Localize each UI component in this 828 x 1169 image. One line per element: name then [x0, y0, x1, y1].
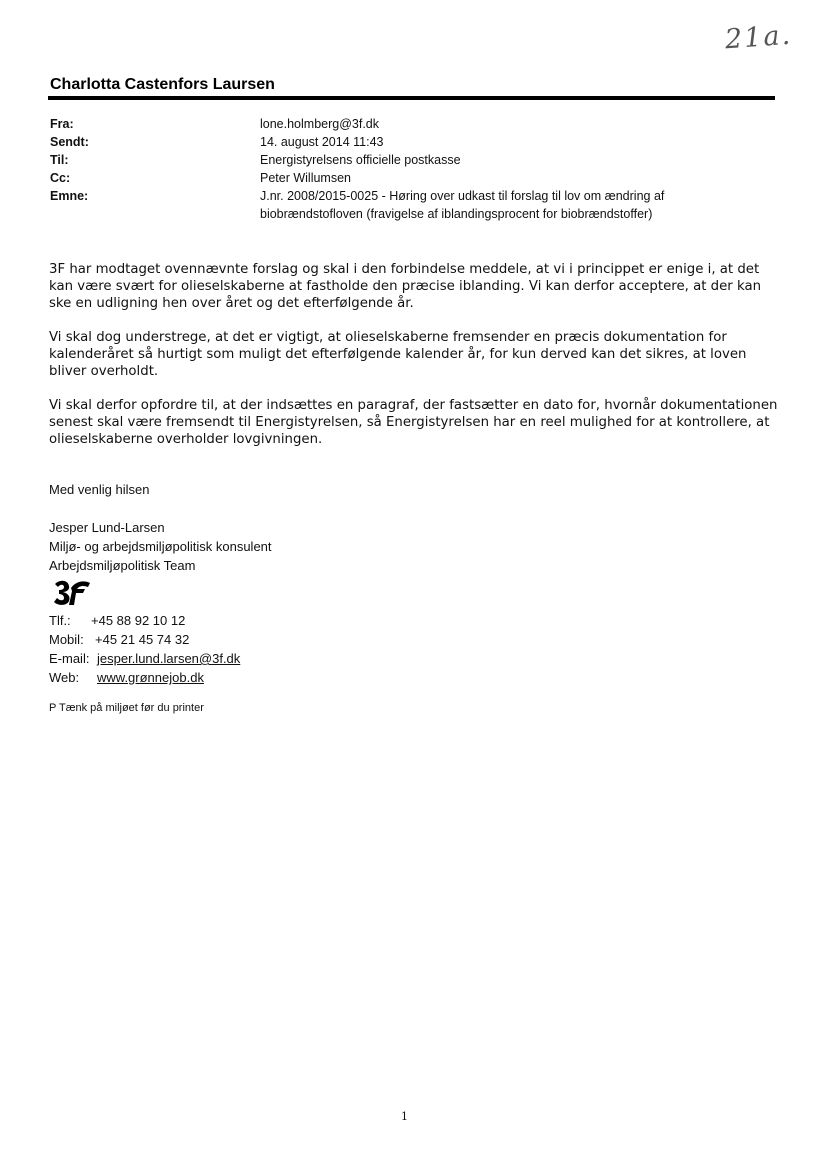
meta-subject-value: J.nr. 2008/2015-0025 - Høring over udkast til forslag til lov om ændring af biobrændstofloven (fravigelse af iblandingsprocent for biobrændstoffer)	[260, 189, 665, 221]
web-link[interactable]: www.grønnejob.dk	[97, 670, 204, 685]
meta-to-label: Til:	[50, 153, 69, 167]
meta-to-value: Energistyrelsens officielle postkasse	[260, 153, 461, 167]
meta-cc-value: Peter Willumsen	[260, 171, 351, 185]
signature-name: Jesper Lund-Larsen	[49, 520, 165, 535]
meta-from-row	[50, 115, 750, 133]
meta-sent-value: 14. august 2014 11:43	[260, 135, 384, 149]
mobile-value: +45 21 45 74 32	[95, 632, 190, 647]
email-label: E-mail:	[49, 651, 90, 666]
signature-block	[49, 518, 272, 575]
environment-footer-note: P Tænk på miljøet før du printer	[49, 702, 204, 714]
meta-subject-label: Emne:	[50, 189, 89, 203]
meta-to-row	[50, 151, 750, 169]
contact-email-row	[49, 649, 240, 668]
body-paragraph-1: 3F har modtaget ovennævnte forslag og skal i den forbindelse meddele, at vi i princippet er enige i, at det kan være svært for olieselskaberne at fastholde den præcise iblanding. Vi kan derfor acceptere, at der kan ske en udligning hen over året og det efterfølgende år.	[49, 262, 762, 311]
contact-web-row	[49, 668, 240, 687]
web-label: Web:	[49, 670, 80, 685]
signature-team: Arbejdsmiljøpolitisk Team	[49, 558, 196, 573]
contact-mobile-row	[49, 630, 240, 649]
meta-cc-row	[50, 169, 750, 187]
email-metadata	[50, 115, 750, 223]
meta-cc-label: Cc:	[50, 171, 71, 185]
phone-label: Tlf.:	[49, 613, 71, 628]
mobile-label: Mobil:	[49, 632, 84, 647]
body-paragraph-3: Vi skal derfor opfordre til, at der indsættes en paragraf, der fastsætter en dato for, hvornår dokumentationen senest skal være fremsendt til Energistyrelsen, så Energistyrelsen har en reel mulighed for at kontrollere, at olieselskaberne overholder lovgivningen.	[49, 398, 778, 447]
meta-from-label: Fra:	[50, 117, 74, 131]
header-divider	[48, 96, 775, 100]
closing-greeting: Med venlig hilsen	[49, 482, 150, 497]
meta-sent-label: Sendt:	[50, 135, 89, 149]
body-paragraph-2: Vi skal dog understrege, at det er vigtigt, at olieselskaberne fremsender en præcis dokumentation for kalenderåret så hurtigt som muligt det efterfølgende kalender år, for kun derved kan det sikres, at loven bliver overholdt.	[49, 330, 747, 379]
email-link[interactable]: jesper.lund.larsen@3f.dk	[97, 651, 241, 666]
meta-sent-row	[50, 133, 750, 151]
email-body	[49, 261, 779, 465]
3f-logo-icon	[52, 578, 92, 608]
page-number: 1	[401, 1110, 408, 1123]
contact-block	[49, 611, 240, 687]
sender-name-heading: Charlotta Castenfors Laursen	[50, 76, 275, 93]
handwritten-page-number: 21a.	[724, 19, 794, 56]
meta-subject-row	[50, 187, 750, 223]
contact-phone-row	[49, 611, 240, 630]
phone-value: +45 88 92 10 12	[91, 613, 186, 628]
meta-from-value: lone.holmberg@3f.dk	[260, 117, 380, 131]
signature-title: Miljø- og arbejdsmiljøpolitisk konsulent	[49, 539, 272, 554]
